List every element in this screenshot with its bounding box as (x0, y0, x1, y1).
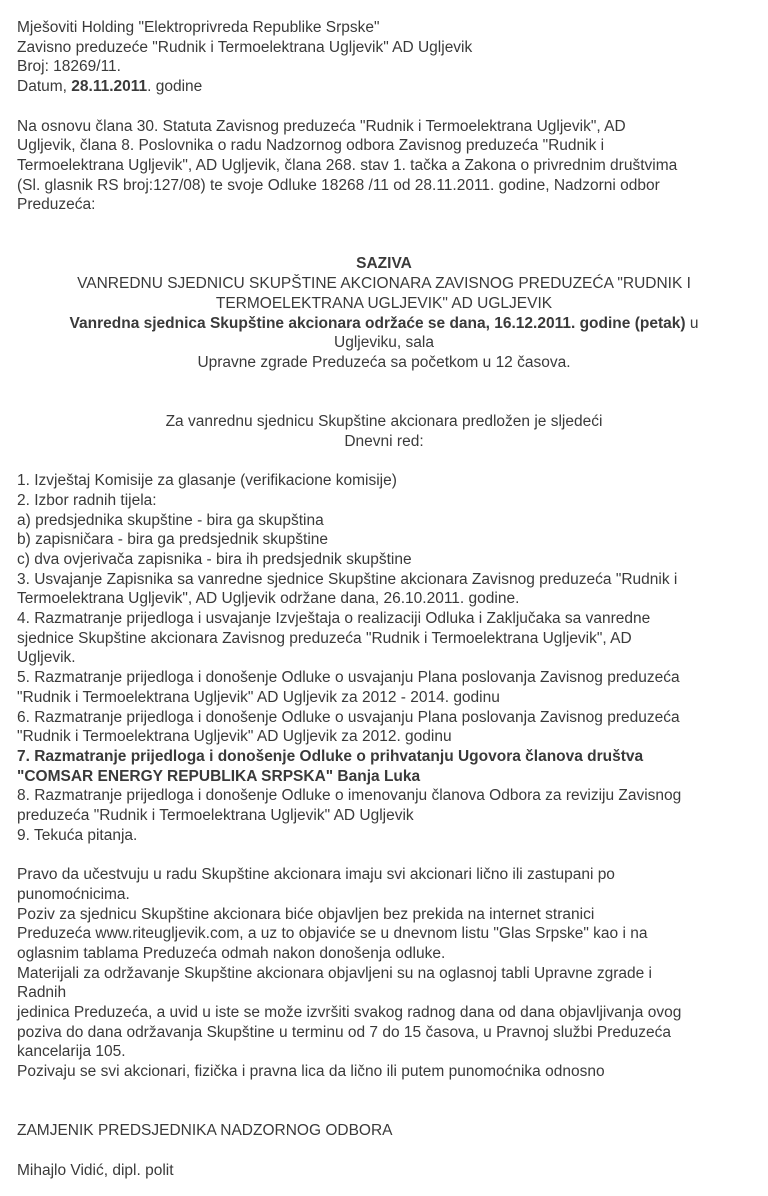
participation-info-text-segment: Pozivaju se svi akcionari, fizička i pravna lica da lično ili putem punomoćnika odnosno (17, 1063, 605, 1081)
convocation-text-segment: VANREDNU SJEDNICU SKUPŠTINE AKCIONARA ZAVISNOG PREDUZEĆA "RUDNIK I (77, 275, 691, 293)
agenda-text-segment: a) predsjednika skupštine - bira ga skupština (17, 511, 324, 529)
letterhead-text-segment: Datum, (17, 78, 72, 96)
convocation-line-3 (17, 294, 751, 314)
agenda-text-segment: preduzeća "Rudnik i Termoelektrana Ugljevik" AD Ugljevik (17, 807, 414, 825)
convocation (17, 254, 751, 372)
signature-name-text-segment: Mihajlo Vidić, dipl. polit (17, 1161, 174, 1179)
agenda-line-19 (17, 826, 751, 846)
agenda-line-10 (17, 648, 751, 668)
agenda-text-segment: "Rudnik i Termoelektrana Ugljevik" AD Ugljevik za 2012 - 2014. godinu (17, 688, 500, 706)
legal-basis-line-4 (17, 176, 751, 196)
agenda-text-segment: c) dva ovjerivača zapisnika - bira ih predsjednik skupštine (17, 550, 412, 568)
agenda-text-segment: 4. Razmatranje prijedloga i usvajanje Izvještaja o realizaciji Odluka i Zaključaka sa vanredne (17, 610, 651, 628)
agenda-text-segment: sjednice Skupštine akcionara Zavisnog preduzeća "Rudnik i Termoelektrana Ugljevik", AD (17, 629, 632, 647)
agenda-line-5 (17, 550, 751, 570)
participation-info-line-10 (17, 1042, 751, 1062)
convocation-text-segment: Vanredna sjednica Skupštine akcionara održaće se dana, 16.12.2011. godine (petak) (69, 314, 686, 332)
agenda-line-12 (17, 688, 751, 708)
participation-info-line-1 (17, 865, 751, 885)
signature-title (17, 1121, 751, 1141)
legal-basis-text-segment: Termoelektrana Ugljevik", AD Ugljevik, člana 268. stav 1. tačka a Zakona o privrednim društvima (17, 156, 678, 174)
agenda-text-segment: 8. Razmatranje prijedloga i donošenje Odluke o imenovanju članova Odbora za reviziju Zavisnog (17, 787, 682, 805)
convocation-text-segment: SAZIVA (356, 255, 412, 273)
legal-basis-text-segment: Preduzeća: (17, 196, 96, 214)
agenda-line-7 (17, 589, 751, 609)
agenda-line-15 (17, 747, 751, 767)
agenda-line-4 (17, 530, 751, 550)
agenda-intro-line-2 (17, 432, 751, 452)
agenda-text-segment: 2. Izbor radnih tijela: (17, 491, 157, 509)
letterhead-line-2 (17, 38, 751, 58)
legal-basis-text-segment: (Sl. glasnik RS broj:127/08) te svoje Odluke 18268 /11 od 28.11.2011. godine, Nadzorni odbor (17, 176, 660, 194)
participation-info-text-segment: jedinica Preduzeća, a uvid u iste se može izvršiti svakog radnog dana od dana objavljivanja ovog (17, 1004, 682, 1022)
letterhead-text-segment: . godine (147, 78, 203, 96)
participation-info-text-segment: oglasnim tablama Preduzeća odmah nakon donošenja odluke. (17, 944, 446, 962)
convocation-line-5 (17, 333, 751, 353)
legal-basis (17, 117, 751, 216)
agenda-line-2 (17, 491, 751, 511)
participation-info-text-segment: Pravo da učestvuju u radu Skupštine akcionara imaju svi akcionari lično ili zastupani po (17, 866, 615, 884)
agenda (17, 471, 751, 845)
participation-info-line-2 (17, 885, 751, 905)
participation-info-line-8 (17, 1003, 751, 1023)
participation-info-line-11 (17, 1062, 751, 1082)
agenda-text-segment: 7. Razmatranje prijedloga i donošenje Odluke o prihvatanju Ugovora članova društva (17, 747, 644, 765)
agenda-text-segment: "Rudnik i Termoelektrana Ugljevik" AD Ugljevik za 2012. godinu (17, 728, 452, 746)
letterhead-line-3 (17, 57, 751, 77)
signature-name (17, 1161, 751, 1181)
agenda-text-segment: 5. Razmatranje prijedloga i donošenje Odluke o usvajanju Plana poslovanja Zavisnog preduzeća (17, 669, 680, 687)
agenda-line-17 (17, 786, 751, 806)
letterhead-line-1 (17, 18, 751, 38)
convocation-line-4 (17, 314, 751, 334)
participation-info-text-segment: poziva do dana održavanja Skupštine u terminu od 7 do 15 časova, u Pravnoj službi Preduzeća (17, 1023, 671, 1041)
letterhead-text-segment: Zavisno preduzeće "Rudnik i Termoelektrana Ugljevik" AD Ugljevik (17, 38, 473, 56)
legal-basis-line-5 (17, 195, 751, 215)
participation-info (17, 865, 751, 1082)
convocation-line-1 (17, 254, 751, 274)
convocation-text-segment: Upravne zgrade Preduzeća sa početkom u 12 časova. (197, 353, 571, 371)
participation-info-line-3 (17, 905, 751, 925)
participation-info-line-4 (17, 924, 751, 944)
agenda-intro-text-segment: Za vanrednu sjednicu Skupštine akcionara predložen je sljedeći (165, 413, 603, 431)
legal-basis-line-1 (17, 117, 751, 137)
convocation-text-segment: Ugljeviku, sala (334, 334, 434, 352)
signature-name-line-1 (17, 1161, 751, 1181)
letterhead (17, 18, 751, 97)
agenda-line-18 (17, 806, 751, 826)
participation-info-text-segment: punomoćnicima. (17, 885, 130, 903)
signature-title-text-segment: ZAMJENIK PREDSJEDNIKA NADZORNOG ODBORA (17, 1122, 393, 1140)
agenda-text-segment: 1. Izvještaj Komisije za glasanje (verifikacione komisije) (17, 472, 397, 490)
agenda-text-segment: Termoelektrana Ugljevik", AD Ugljevik održane dana, 26.10.2011. godine. (17, 590, 520, 608)
participation-info-line-9 (17, 1023, 751, 1043)
agenda-text-segment: 3. Usvajanje Zapisnika sa vanredne sjednice Skupštine akcionara Zavisnog preduzeća "Rudnik i (17, 570, 678, 588)
letterhead-text-segment: 28.11.2011 (71, 78, 148, 96)
agenda-line-1 (17, 471, 751, 491)
letterhead-text-segment: Mješoviti Holding "Elektroprivreda Republike Srpske" (17, 19, 380, 36)
signature-title-line-1 (17, 1121, 751, 1141)
legal-basis-line-2 (17, 136, 751, 156)
participation-info-line-5 (17, 944, 751, 964)
participation-info-text-segment: Materijali za održavanje Skupštine akcionara objavljeni su na oglasnoj tabli Upravne zgrade i (17, 964, 653, 982)
letterhead-text-segment: Broj: 18269/11. (17, 58, 121, 76)
agenda-intro (17, 412, 751, 451)
legal-basis-text-segment: Na osnovu člana 30. Statuta Zavisnog preduzeća "Rudnik i Termoelektrana Ugljevik", AD (17, 117, 626, 135)
participation-info-line-7 (17, 983, 751, 1003)
agenda-text-segment: 9. Tekuća pitanja. (17, 826, 138, 844)
agenda-line-6 (17, 570, 751, 590)
convocation-line-2 (17, 274, 751, 294)
agenda-text-segment: b) zapisničara - bira ga predsjednik skupštine (17, 531, 329, 549)
agenda-text-segment: "COMSAR ENERGY REPUBLIKA SRPSKA" Banja Luka (17, 767, 421, 785)
agenda-intro-text-segment: Dnevni red: (344, 432, 424, 450)
letterhead-line-4 (17, 77, 751, 97)
agenda-line-16 (17, 767, 751, 787)
agenda-line-14 (17, 727, 751, 747)
agenda-line-11 (17, 668, 751, 688)
agenda-line-13 (17, 708, 751, 728)
participation-info-text-segment: Radnih (17, 984, 67, 1002)
participation-info-text-segment: Poziv za sjednicu Skupštine akcionara biće objavljen bez prekida na internet stranici (17, 905, 595, 923)
participation-info-text-segment: Preduzeća www.riteugljevik.com, a uz to objaviće se u dnevnom listu "Glas Srpske" kao i na (17, 925, 648, 943)
agenda-line-8 (17, 609, 751, 629)
agenda-line-9 (17, 629, 751, 649)
convocation-line-6 (17, 353, 751, 373)
legal-basis-line-3 (17, 156, 751, 176)
participation-info-line-6 (17, 964, 751, 984)
participation-info-text-segment: kancelarija 105. (17, 1043, 126, 1061)
agenda-intro-line-1 (17, 412, 751, 432)
agenda-text-segment: 6. Razmatranje prijedloga i donošenje Odluke o usvajanju Plana poslovanja Zavisnog preduzeća (17, 708, 680, 726)
agenda-line-3 (17, 511, 751, 531)
convocation-text-segment: TERMOELEKTRANA UGLJEVIK" AD UGLJEVIK (215, 294, 553, 312)
agenda-text-segment: Ugljevik. (17, 649, 76, 667)
convocation-text-segment: u (685, 314, 699, 332)
legal-basis-text-segment: Ugljevik, člana 8. Poslovnika o radu Nadzornog odbora Zavisnog preduzeća "Rudnik i (17, 137, 605, 155)
